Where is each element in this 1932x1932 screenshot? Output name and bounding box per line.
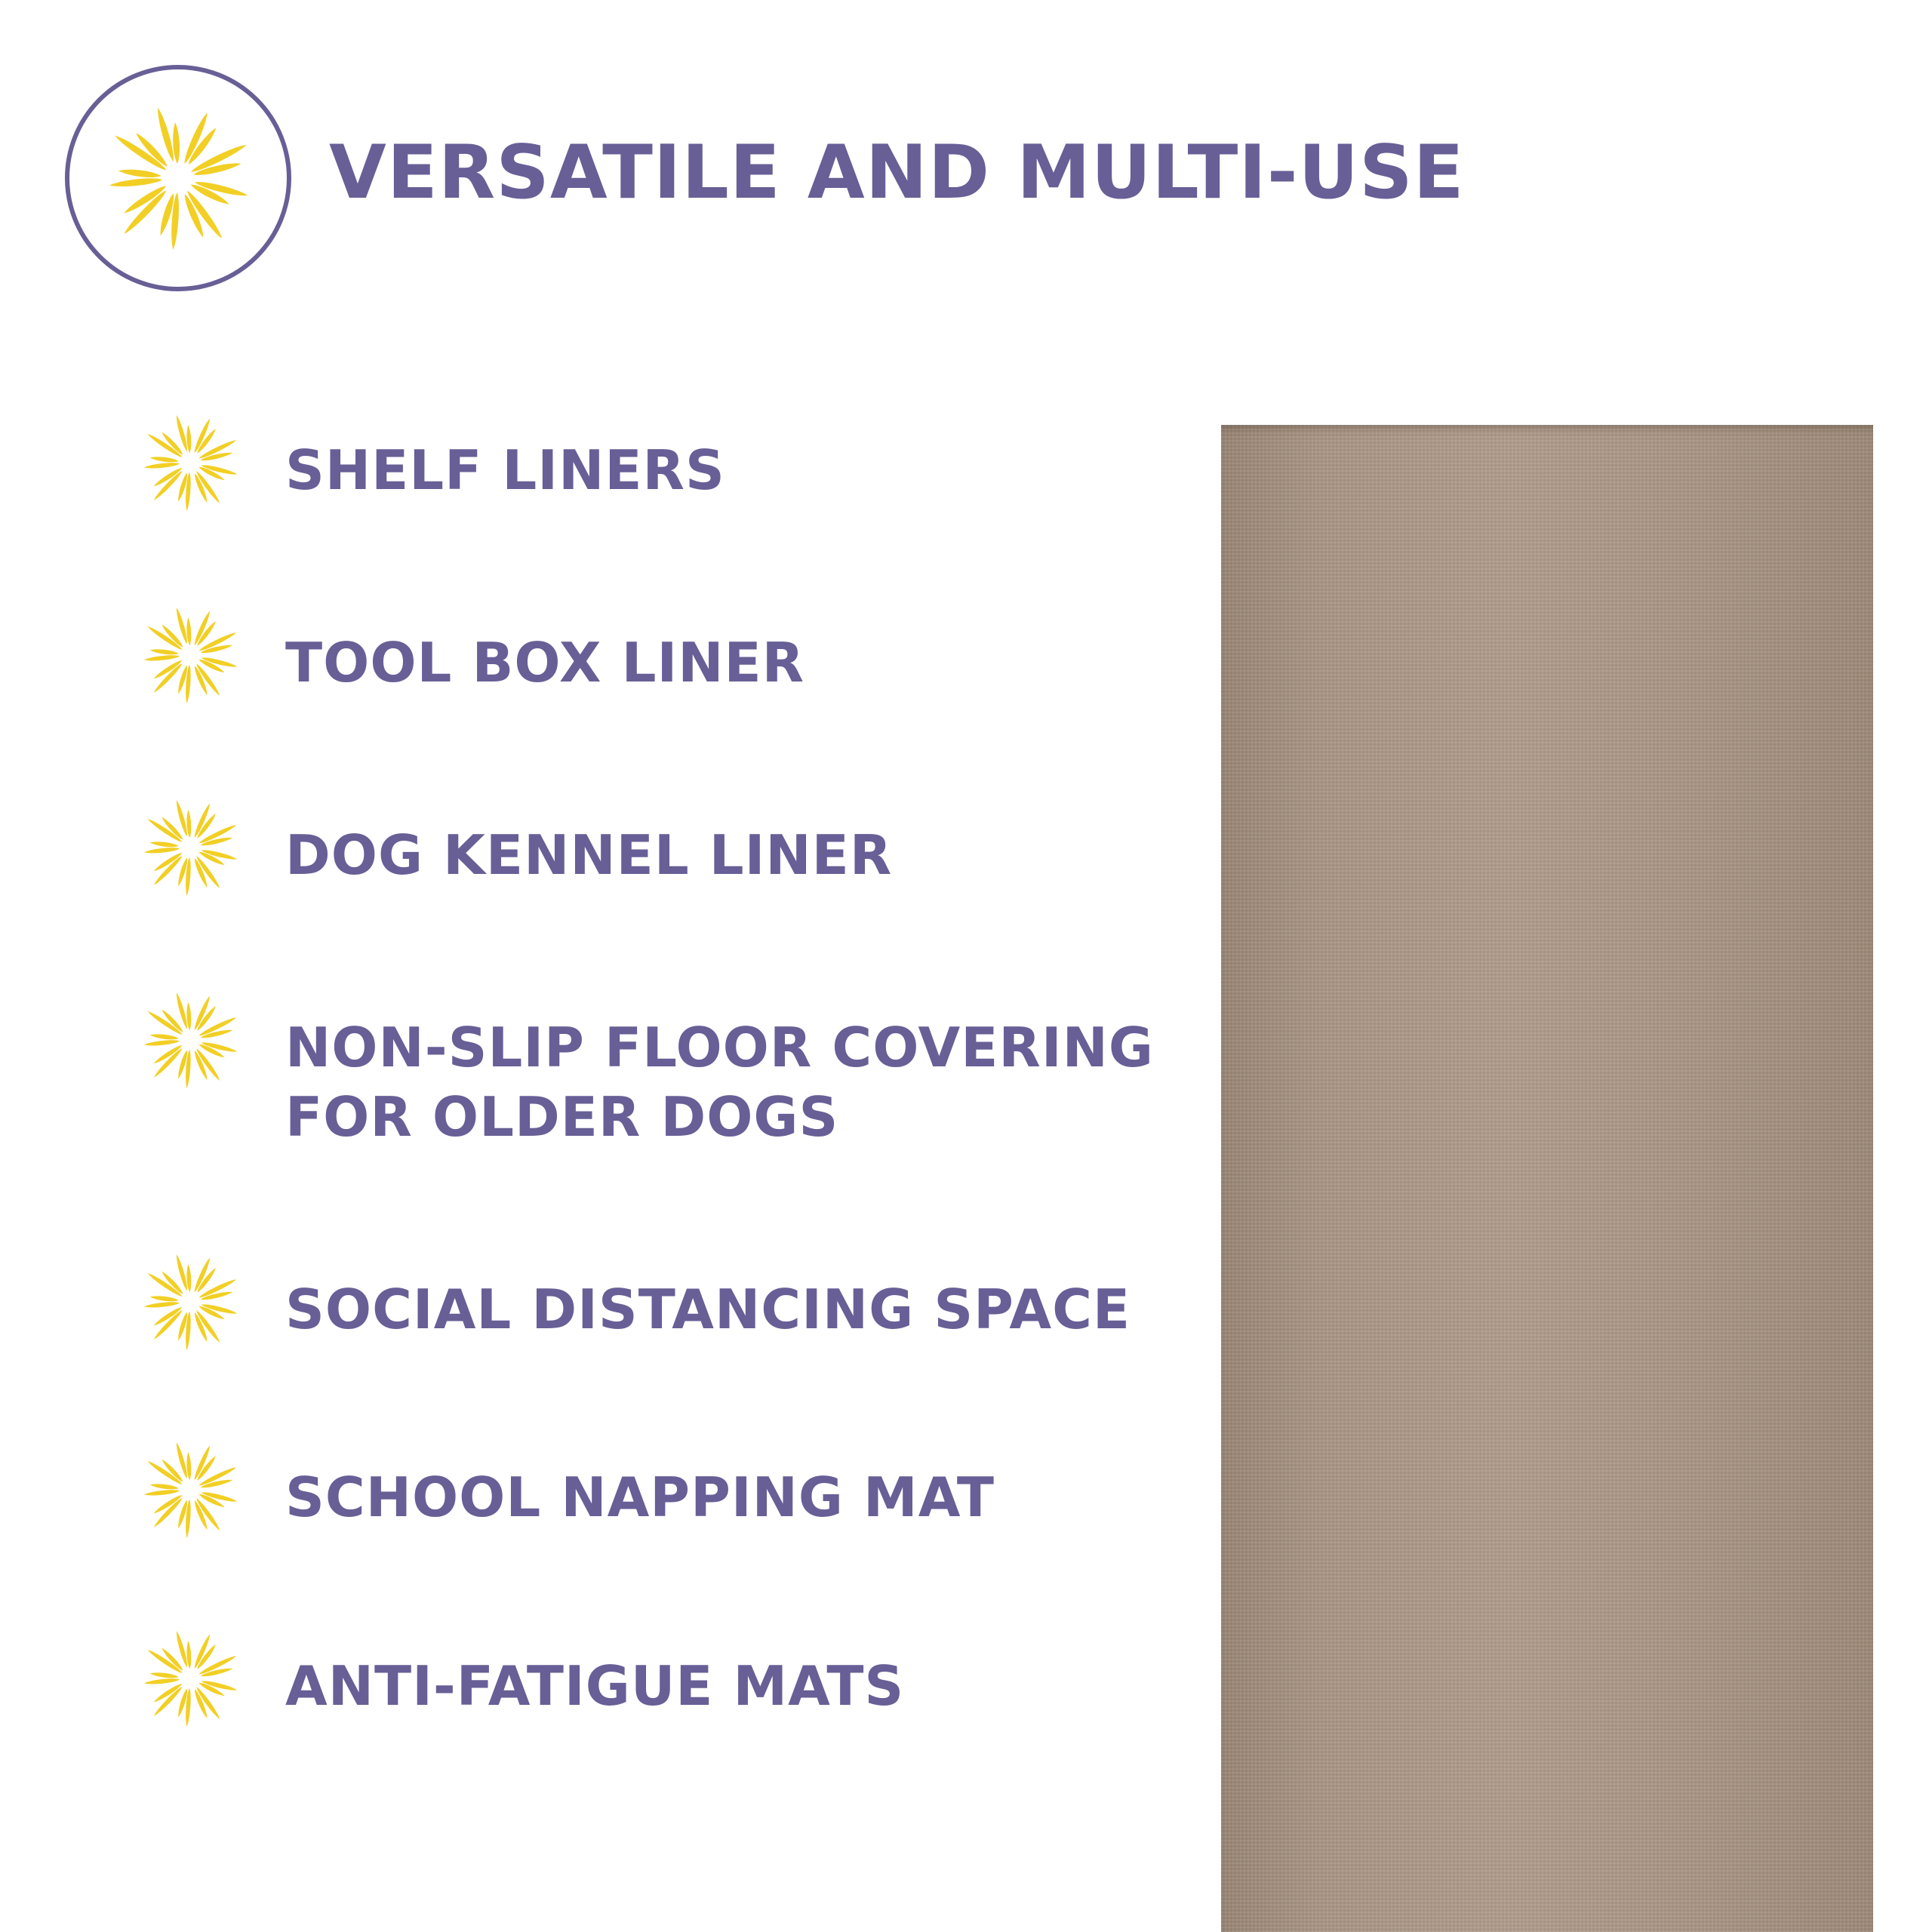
sunburst-icon <box>142 1630 238 1727</box>
feature-item-school-napping-mat <box>142 1441 1198 1547</box>
sunburst-icon <box>142 414 238 511</box>
feature-item-non-slip-floor-covering <box>142 992 1198 1149</box>
feature-list <box>142 0 1198 1932</box>
feature-item-dog-kennel-liner <box>142 799 1198 905</box>
feature-label: SCHOOL NAPPING MAT <box>285 1466 995 1529</box>
feature-label: DOG KENNEL LINER <box>285 823 893 887</box>
feature-item-tool-box-liner <box>142 607 1198 712</box>
sunburst-icon <box>142 1254 238 1350</box>
page-title: VERSATILE AND MULTI-USE <box>329 130 1465 216</box>
feature-label: SOCIAL DISTANCING SPACE <box>285 1278 1131 1341</box>
feature-label: NON-SLIP FLOOR COVERING FOR OLDER DOGS <box>285 1016 1154 1149</box>
sunburst-icon <box>142 1441 238 1538</box>
feature-label: ANTI-FATIGUE MATS <box>285 1654 905 1718</box>
feature-label: SHELF LINERS <box>285 438 725 502</box>
feature-label: TOOL BOX LINER <box>285 631 805 694</box>
mat-photo <box>1221 425 1873 1932</box>
sunburst-icon <box>142 607 238 703</box>
feature-item-shelf-liners <box>142 414 1198 520</box>
sunburst-icon <box>142 799 238 896</box>
feature-item-anti-fatigue-mats <box>142 1630 1198 1736</box>
sunburst-icon <box>142 992 238 1088</box>
feature-item-social-distancing-space <box>142 1254 1198 1359</box>
